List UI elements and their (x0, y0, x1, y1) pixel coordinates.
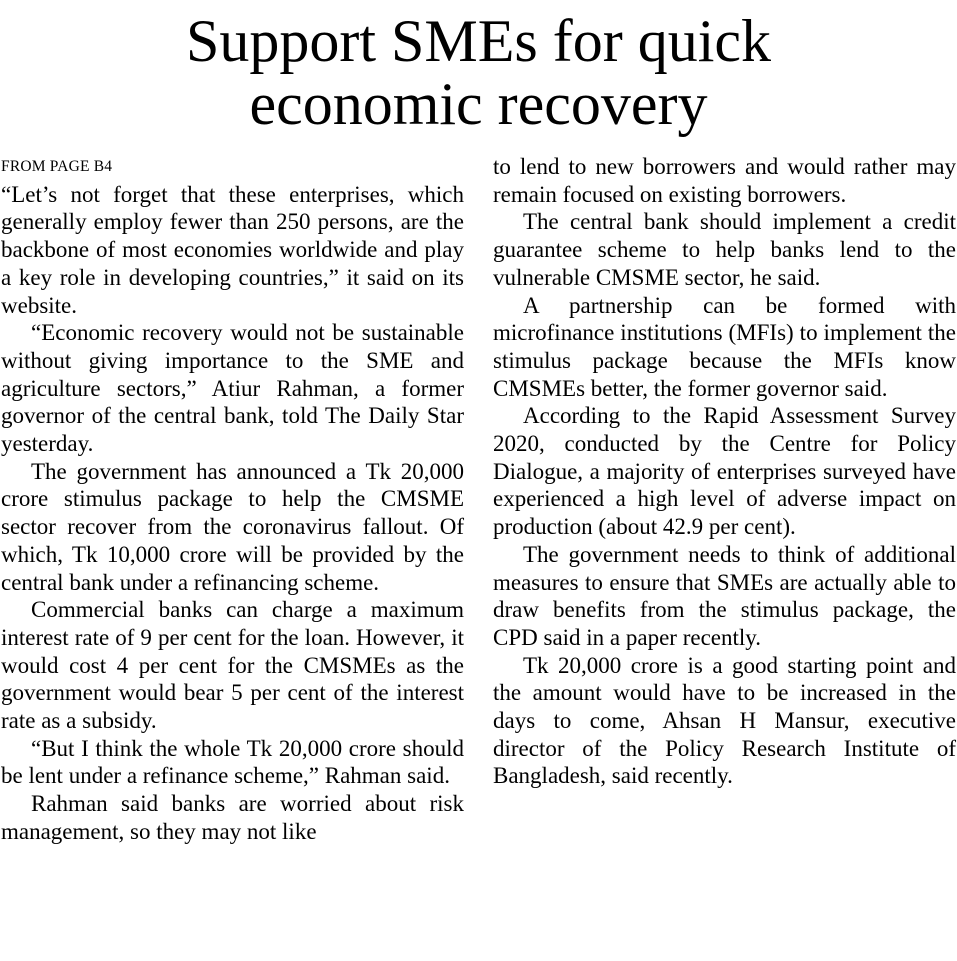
headline-line-2: economic recovery (249, 71, 708, 137)
paragraph: A partnership can be formed with microfinance institutions (MFIs) to implement the stimulus package because the MFIs know CMSMEs better, the former governor said. (493, 292, 956, 401)
paragraph: Tk 20,000 crore is a good starting point and the amount would have to be increased in the days to come, Ahsan H Mansur, executive director of the Policy Research Institute of Bangladesh, said recently. (493, 652, 956, 789)
paragraph: According to the Rapid Assessment Survey 2020, conducted by the Centre for Policy Dialogue, a majority of enterprises surveyed have experienced a high level of adverse impact on production (about 42.9 per cent). (493, 403, 956, 540)
headline-line-1: Support SMEs for quick (186, 8, 771, 74)
headline (0, 10, 957, 136)
paragraph: “But I think the whole Tk 20,000 crore should be lent under a refinance scheme,” Rahman said. (1, 735, 464, 789)
paragraph: The government has announced a Tk 20,000 crore stimulus package to help the CMSME sector recover from the coronavirus fallout. Of which, Tk 10,000 crore will be provided by the central bank under a refinancing scheme. (1, 458, 464, 595)
paragraph: “Economic recovery would not be sustainable without giving importance to the SME and agriculture sectors,” Atiur Rahman, a former governor of the central bank, told The Daily Star yesterday. (1, 320, 464, 457)
right-column (493, 153, 956, 790)
paragraph: “Let’s not forget that these enterprises, which generally employ fewer than 250 persons, are the backbone of most economies worldwide and play a key role in developing countries,” it said on its website. (1, 181, 464, 318)
paragraph: The central bank should implement a credit guarantee scheme to help banks lend to the vulnerable CMSME sector, he said. (493, 209, 956, 290)
paragraph: Rahman said banks are worried about risk management, so they may not like (1, 791, 464, 844)
paragraph: Commercial banks can charge a maximum interest rate of 9 per cent for the loan. However, it would cost 4 per cent for the CMSMEs as the government would bear 5 per cent of the interest rate as a subsidy. (1, 597, 464, 734)
left-column (1, 153, 464, 846)
dateline: FROM PAGE B4 (1, 158, 113, 175)
paragraph: The government needs to think of additional measures to ensure that SMEs are actually able to draw benefits from the stimulus package, the CPD said in a paper recently. (493, 541, 956, 650)
paragraph: to lend to new borrowers and would rather may remain focused on existing borrowers. (493, 154, 956, 207)
